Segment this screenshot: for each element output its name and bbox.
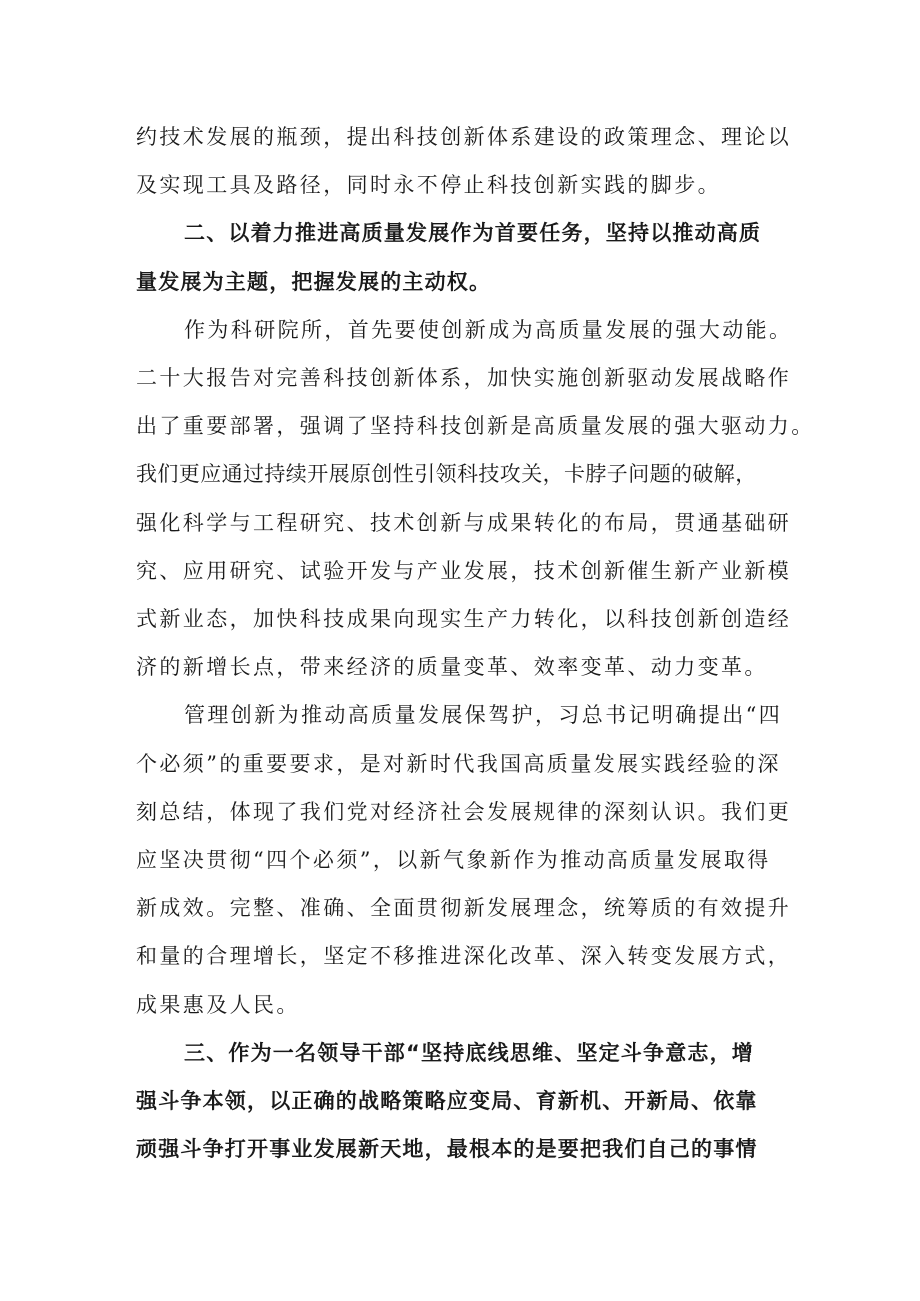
- text-line: 新成效。完整、准确、全面贯彻新发展理念，统筹质的有效提升: [136, 896, 792, 921]
- text-line: 及实现工具及路径，同时永不停止科技创新实践的脚步。: [136, 173, 721, 198]
- text-line: 成果惠及人民。: [136, 992, 300, 1017]
- text-line: 究、应用研究、试验开发与产业发展，技术创新催生新产业新模: [136, 558, 792, 583]
- text-line: 个必须”的重要要求，是对新时代我国高质量发展实践经验的深: [136, 751, 781, 776]
- text-line: 二十大报告对完善科技创新体系，加快实施创新驱动发展战略作: [136, 366, 792, 391]
- section-heading-two: [136, 209, 796, 305]
- text-line: 约技术发展的瓶颈，提出科技创新体系建设的政策理念、理论以: [136, 125, 792, 149]
- text-line: 我们更应通过持续开展原创性引领科技攻关，卡脖子问题的破解，: [136, 462, 757, 487]
- text-line: 管理创新为推动高质量发展保驾护，习总书记明确提出“四: [184, 703, 783, 728]
- text-line: 顽强斗争打开事业发展新天地，最根本的是要把我们自己的事情: [136, 1137, 758, 1162]
- text-line: 式新业态，加快科技成果向现实生产力转化，以科技创新创造经: [136, 607, 792, 632]
- text-line: 应坚决贯彻“四个必须”，以新气象新作为推动高质量发展取得: [136, 848, 771, 873]
- text-line: 作为科研院所，首先要使创新成为高质量发展的强大动能。: [184, 317, 793, 342]
- document-body: [136, 113, 815, 1173]
- text-line: 量发展为主题，把握发展的主动权。: [136, 269, 492, 294]
- text-line: 强化科学与工程研究、技术创新与成果转化的布局，贯通基础研: [136, 510, 792, 535]
- paragraph-continuation: [136, 113, 796, 209]
- text-line: 刻总结，体现了我们党对经济社会发展规律的深刻认识。我们更: [136, 799, 792, 824]
- section-heading-three: [136, 1029, 796, 1174]
- text-line: 三、作为一名领导干部“坚持底线思维、坚定斗争意志，增: [184, 1040, 754, 1065]
- text-line: 和量的合理增长，坚定不移推进深化改革、深入转变发展方式，: [136, 944, 792, 969]
- text-line: 出了重要部署，强调了坚持科技创新是高质量发展的强大驱动力。: [136, 414, 815, 439]
- text-line: 强斗争本领，以正确的战略策略应变局、育新机、开新局、依靠: [136, 1089, 758, 1114]
- paragraph-innovation-drive: [136, 306, 815, 692]
- paragraph-management-innovation: [136, 691, 796, 1028]
- text-line: 济的新增长点，带来经济的质量变革、效率变革、动力变革。: [136, 655, 768, 680]
- text-line: 二、以着力推进高质量发展作为首要任务，坚持以推动高质: [184, 221, 762, 246]
